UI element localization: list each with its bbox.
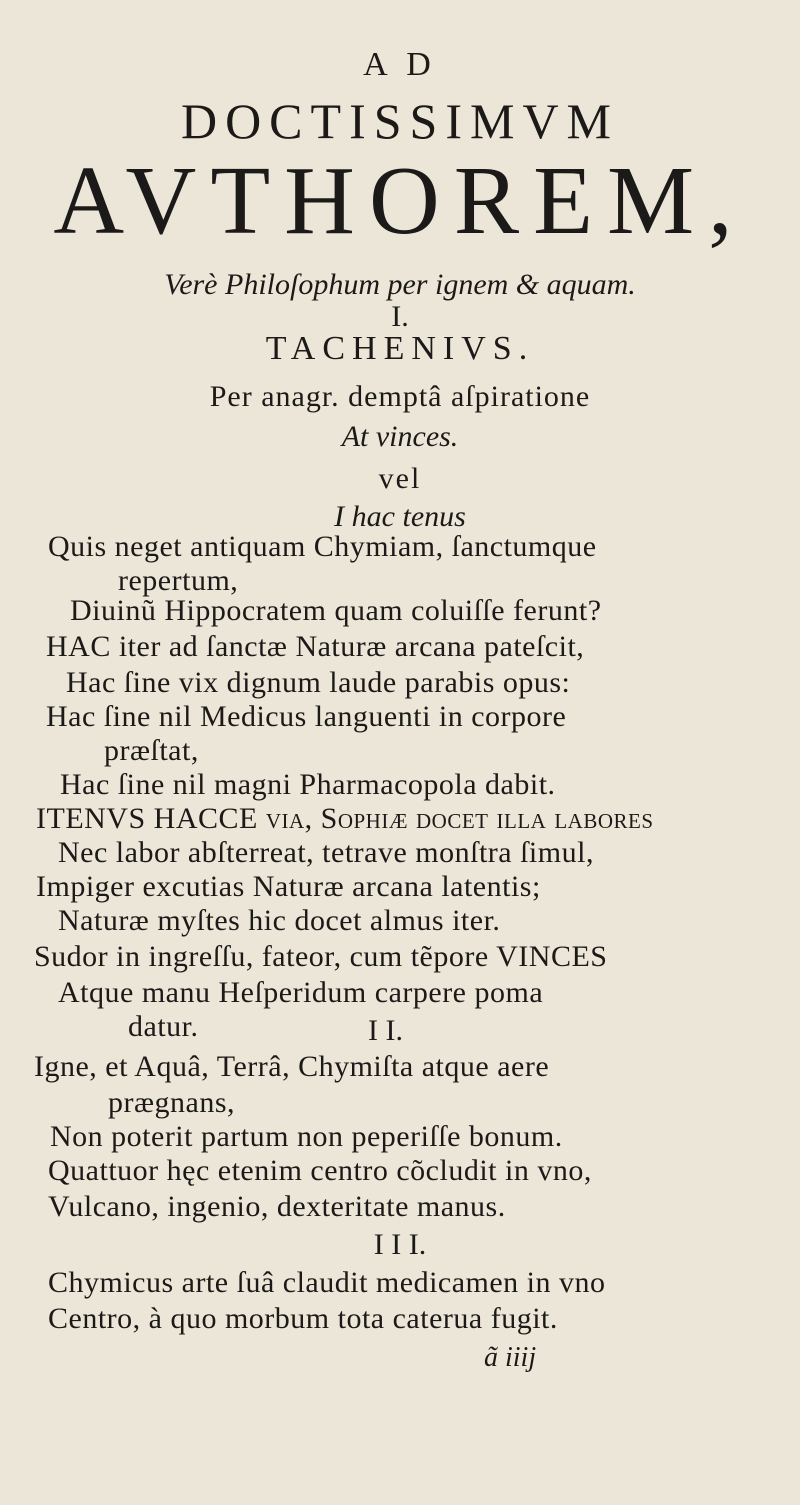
heading-ad: A D (363, 46, 437, 83)
verse-line: prægnans, (108, 1086, 235, 1119)
verse-line: ITENVS HACCE via, Sophiæ docet illa labores (36, 802, 654, 835)
heading-doctissimum: DOCTISSIMVM (180, 93, 620, 149)
verse-line: Nec labor abſterreat, tetrave monſtra ſimul, (58, 836, 594, 869)
anagram-line: Per anagr. demptâ aſpiratione (209, 380, 591, 413)
verse-line: Igne, et Aquâ, Terrâ, Chymiſta atque aere (34, 1050, 550, 1083)
verse-line: Sudor in ingreſſu, fateor, cum tẽpore VINCES (34, 940, 608, 973)
verse-line: Vulcano, ingenio, dexteritate manus. (48, 1190, 506, 1223)
verse-line: Impiger excutias Naturæ arcana latentis; (36, 870, 541, 903)
verse-line: Quattuor hęc etenim centro cõcludit in vno, (48, 1154, 592, 1187)
verse-line: Hac ſine vix dignum laude parabis opus: (66, 666, 571, 699)
verse-line: Hac ſine nil magni Pharmacopola dabit. (60, 768, 556, 801)
anagram-at-vinces: At vinces. (341, 420, 459, 453)
author-name: TACHENIVS. (265, 330, 535, 367)
verse-line: Quis neget antiquam Chymiam, ſanctumque (48, 530, 597, 563)
verse-line: Hac ſine nil Medicus languenti in corpore (46, 700, 567, 733)
signature-mark: ã iiij (484, 1342, 537, 1373)
anagram-vel: vel (378, 462, 422, 495)
verse-line: datur. (128, 1010, 199, 1043)
verse-line: Non poterit partum non peperiſſe bonum. (50, 1120, 563, 1153)
heading-authorem: AVTHOREM, (53, 147, 747, 255)
section-number-one: I. (391, 300, 409, 333)
verse-line: Chymicus arte ſuâ claudit medicamen in vno (48, 1266, 606, 1299)
verse-line: Centro, à quo morbum tota caterua fugit. (48, 1302, 558, 1335)
verse-line: repertum, (118, 564, 239, 597)
section-number-two: I I. (368, 1014, 403, 1047)
verse-line: Naturæ myſtes hic docet almus iter. (58, 904, 501, 937)
verse-line: HAC iter ad ſanctæ Naturæ arcana pateſcit, (46, 630, 585, 663)
verse-line: Diuinũ Hippocratem quam coluiſſe ferunt? (70, 594, 602, 627)
verse-line: præſtat, (104, 734, 199, 767)
subtitle: Verè Philoſophum per ignem & aquam. (164, 268, 636, 301)
verse-line: Atque manu Heſperidum carpere poma (58, 976, 544, 1009)
section-number-three: I I I. (373, 1228, 427, 1261)
anagram-i-hac-tenus: I hac tenus (334, 500, 466, 533)
